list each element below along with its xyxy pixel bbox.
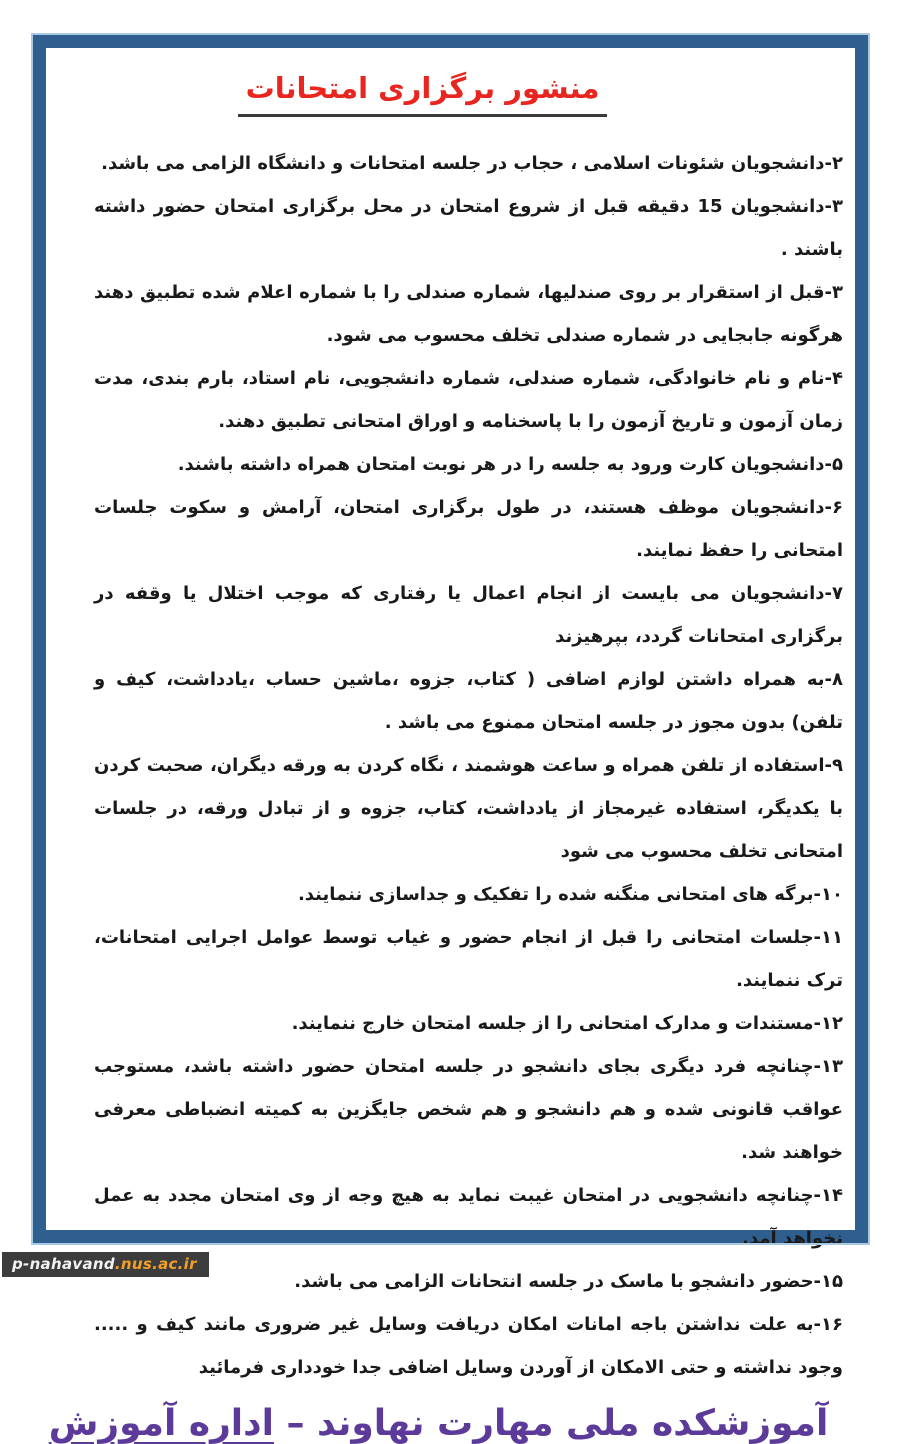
- charter-list: [46, 117, 855, 1389]
- charter-item-11: ۱۱-جلسات امتحانی را قبل از انجام حضور و غیاب توسط عوامل اجرایی امتحانات، ترک ننمایند.: [94, 927, 843, 991]
- charter-item-15: ۱۵-حضور دانشجو با ماسک در جلسه انتحانات الزامی می باشد.: [294, 1271, 843, 1292]
- page-title: [18, 68, 827, 117]
- charter-item-2: ۲-دانشجویان شئونات اسلامی ، حجاب در جلسه امتحانات و دانشگاه الزامی می باشد.: [101, 153, 843, 174]
- charter-item-3b: ۳-قبل از استقرار بر روی صندلیها، شماره صندلی را با شماره اعلام شده تطبیق دهند هرگونه جابجایی در شماره صندلی تخلف محسوب می شود.: [94, 282, 843, 346]
- site-watermark: [2, 1252, 209, 1277]
- footer-department: اداره آموزش: [48, 1403, 274, 1444]
- charter-item-9: ۹-استفاده از تلفن همراه و ساعت هوشمند ، نگاه کردن به ورقه دیگران، صحبت کردن با یکدیگر، استفاده غیرمجاز از یادداشت، کتاب، جزوه و از تبادل ورقه، در جلسات امتحانی تخلف محسوب می شود: [94, 755, 843, 862]
- watermark-site-primary: p-nahavand: [12, 1255, 115, 1273]
- charter-item-16: ۱۶-به علت نداشتن باجه امانات امکان دریافت وسایل غیر ضروری مانند کیف و ..... وجود نداشته و حتی الامکان از آوردن وسایل اضافی جدا خودداری فرمائید: [94, 1314, 843, 1378]
- charter-item-6: ۶-دانشجویان موظف هستند، در طول برگزاری امتحان، آرامش و سکوت جلسات امتحانی را حفظ نمایند.: [94, 497, 843, 561]
- footer-signature: [34, 1403, 843, 1444]
- charter-item-3a: ۳-دانشجویان 15 دقیقه قبل از شروع امتحان در محل برگزاری امتحان حضور داشته باشند .: [94, 196, 844, 260]
- charter-item-8: ۸-به همراه داشتن لوازم اضافی ( کتاب، جزوه ،ماشین حساب ،یادداشت، کیف و تلفن) بدون مجوز در جلسه امتحان ممنوع می باشد .: [94, 669, 843, 733]
- footer-separator: –: [273, 1403, 318, 1444]
- charter-item-13: ۱۳-چنانچه فرد دیگری بجای دانشجو در جلسه امتحان حضور داشته باشد، مستوجب عواقب قانونی شده و هم دانشجو و هم شخص جایگزین به کمیته انضباطی معرفی خواهند شد.: [94, 1056, 843, 1163]
- charter-item-4: ۴-نام و نام خانوادگی، شماره صندلی، شماره دانشجویی، نام استاد، بارم بندی، مدت زمان آزمون و تاریخ آزمون را با پاسخنامه و اوراق امتحانی تطبیق دهند.: [94, 368, 843, 432]
- charter-item-5: ۵-دانشجویان کارت ورود به جلسه را در هر نوبت امتحان همراه داشته باشند.: [177, 454, 843, 475]
- page-title-text: منشور برگزاری امتحانات: [238, 71, 608, 117]
- charter-item-12: ۱۲-مستندات و مدارک امتحانی را از جلسه امتحان خارج ننمایند.: [291, 1013, 843, 1034]
- charter-item-14: ۱۴-چنانچه دانشجویی در امتحان غیبت نماید به هیچ وجه از وی امتحان مجدد به عمل نخواهد آمد.: [94, 1185, 843, 1249]
- charter-item-7: ۷-دانشجویان می بایست از انجام اعمال یا رفتاری که موجب اختلال یا وقفه در برگزاری امتحانات گردد، بپرهیزند: [94, 583, 843, 647]
- footer-institute: آموزشکده ملی مهارت نهاوند: [317, 1403, 829, 1444]
- charter-item-10: ۱۰-برگه های امتحانی منگنه شده را تفکیک و جداسازی ننمایند.: [297, 884, 843, 905]
- watermark-site-accent: .nus.ac.ir: [114, 1255, 197, 1273]
